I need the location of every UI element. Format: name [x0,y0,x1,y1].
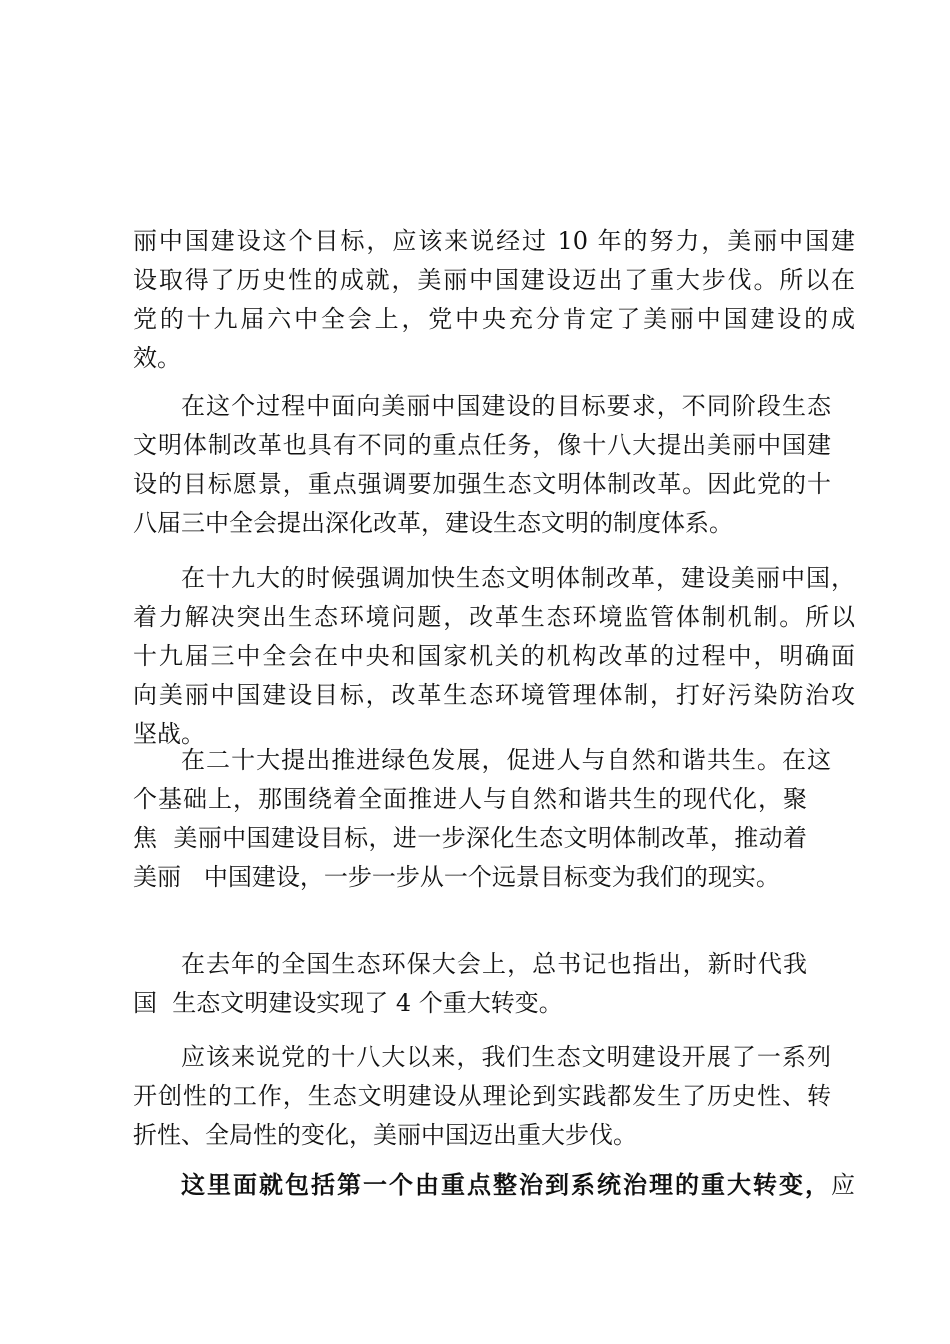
text-line: 八届三中全会提出深化改革，建设生态文明的制度体系。 [133,509,733,537]
text-line: 在这个过程中面向美丽中国建设的目标要求，不同阶段生态 [181,392,831,420]
paragraph-3-first [181,559,855,598]
paragraph-2-body [133,426,831,543]
text-line: 在二十大提出推进绿色发展，促进人与自然和谐共生。在这 [181,746,831,774]
text-line: 开创性的工作，生态文明建设从理论到实践都发生了历史性、转 [133,1082,831,1110]
text-line: 坚战。 [133,720,205,748]
text-line: 文明体制改革也具有不同的重点任务，像十八大提出美丽中国建 [133,431,831,459]
trailing-text: 应 [831,1171,855,1199]
bold-lead-text: 这里面就包括第一个由重点整治到系统治理的重大转变， [181,1170,831,1199]
text-line: 丽中国建设这个目标，应该来说经过 10 年的努力，美丽中国建 [133,227,855,255]
text-line: 设取得了历史性的成就，美丽中国建设迈出了重大步伐。所以在 [133,266,855,294]
text-line: 党的十九届六中全会上，党中央充分肯定了美丽中国建设的成 [133,305,855,333]
paragraph-5-body [133,984,855,1023]
text-line: 美丽 中国建设，一步一步从一个远景目标变为我们的现实。 [133,863,780,891]
text-line: 十九届三中全会在中央和国家机关的机构改革的过程中，明确面 [133,642,855,670]
text-line: 应该来说党的十八大以来，我们生态文明建设开展了一系列 [181,1043,831,1071]
paragraph-2-first [181,387,831,426]
text-line: 折性、全局性的变化，美丽中国迈出重大步伐。 [133,1121,637,1149]
text-line: 向美丽中国建设目标，改革生态环境管理体制，打好污染防治攻 [133,681,855,709]
paragraph-5-first [181,945,807,984]
paragraph-6-body [133,1077,831,1155]
text-line: 在去年的全国生态环保大会上，总书记也指出，新时代我 [181,950,807,978]
paragraph-1 [133,222,855,378]
paragraph-3-body [133,598,855,754]
text-line: 国 生态文明建设实现了 4 个重大转变。 [133,989,563,1017]
text-line: 在十九大的时候强调加快生态文明体制改革，建设美丽中国， [181,564,855,592]
text-line: 着力解决突出生态环境问题，改革生态环境监管体制机制。所以 [133,603,855,631]
paragraph-4-body [133,780,807,897]
text-line: 效。 [133,344,181,372]
text-line [181,1165,855,1204]
paragraph-6-first [181,1038,831,1077]
text-line: 焦 美丽中国建设目标，进一步深化生态文明体制改革，推动着 [133,824,807,852]
text-line: 设的目标愿景，重点强调要加强生态文明体制改革。因此党的十 [133,470,831,498]
text-line: 个基础上，那围绕着全面推进人与自然和谐共生的现代化，聚 [133,785,807,813]
paragraph-7 [181,1165,855,1204]
paragraph-4-first [181,741,831,780]
